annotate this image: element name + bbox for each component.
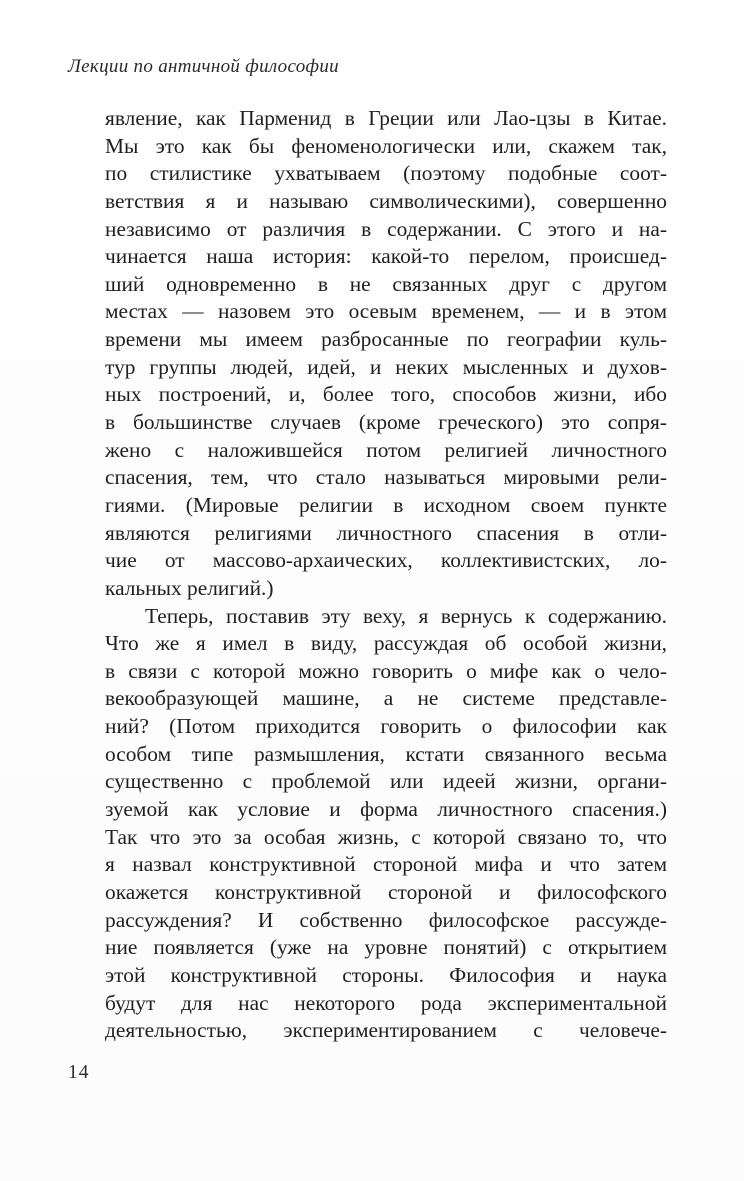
text-line: Мы это как бы феноменологически или, скажем так, xyxy=(105,133,667,158)
text-line: я назвал конструктивной стороной мифа и что затем xyxy=(105,852,667,877)
text-line: окажется конструктивной стороной и философского xyxy=(105,879,667,904)
text-line: ных построений, и, более того, способов жизни, ибо xyxy=(105,382,667,407)
text-line: явление, как Парменид в Греции или Лао-цзы в Китае. xyxy=(105,106,667,130)
text-line: являются религиями личностного спасения в отли- xyxy=(105,520,667,545)
body-text xyxy=(105,105,667,1045)
text-line: существенно с проблемой или идеей жизни, органи- xyxy=(105,769,667,794)
text-line: независимо от различия в содержании. С этого и на- xyxy=(105,216,667,241)
text-line: векообразующей машине, а не системе представле- xyxy=(105,686,667,711)
text-line: Так что это за особая жизнь, с которой связано то, что xyxy=(105,824,667,849)
text-line-paragraph-end: кальных религий.) xyxy=(105,575,274,600)
text-line: местах — назовем это осевым временем, — и в этом xyxy=(105,299,667,324)
text-line: тур группы людей, идей, и неких мысленных и духов- xyxy=(105,354,667,379)
text-line: времени мы имеем разбросанные по географии куль- xyxy=(105,327,667,352)
text-line: чинается наша история: какой-то перелом, происшед- xyxy=(105,244,667,269)
text-line: спасения, тем, что стало называться мировыми рели- xyxy=(105,465,667,490)
text-line: в связи с которой можно говорить о мифе как о чело- xyxy=(105,658,667,683)
text-line: этой конструктивной стороны. Философия и наука xyxy=(105,962,667,987)
text-line: рассуждения? И собственно философское рассужде- xyxy=(105,907,667,932)
text-line: ние появляется (уже на уровне понятий) с открытием xyxy=(105,935,667,960)
text-line-paragraph-start: Теперь, поставив эту веху, я вернусь к содержанию. xyxy=(145,603,667,628)
text-line: деятельностью, экспериментированием с человече- xyxy=(105,1018,667,1043)
running-header: Лекции по античной философии xyxy=(68,56,339,77)
text-line: Что же я имел в виду, рассуждая об особой жизни, xyxy=(105,631,667,656)
text-line: чие от массово-архаических, коллективистских, ло- xyxy=(105,548,667,573)
text-line: жено с наложившейся потом религией личностного xyxy=(105,437,667,462)
text-line: гиями. (Мировые религии в исходном своем пункте xyxy=(105,492,667,517)
text-line: ший одновременно в не связанных друг с другом xyxy=(105,271,667,296)
text-line: в большинстве случаев (кроме греческого) это сопря- xyxy=(105,410,667,435)
text-line: по стилистике ухватываем (поэтому подобные соот- xyxy=(105,161,667,186)
page-number: 14 xyxy=(68,1062,90,1083)
text-line: ний? (Потом приходится говорить о философии как xyxy=(105,714,667,739)
text-line: особом типе размышления, кстати связанного весьма xyxy=(105,741,667,766)
text-line: будут для нас некоторого рода экспериментальной xyxy=(105,990,667,1015)
text-line: ветствия я и называю символическими), совершенно xyxy=(105,188,667,213)
text-line: зуемой как условие и форма личностного спасения.) xyxy=(105,797,667,822)
